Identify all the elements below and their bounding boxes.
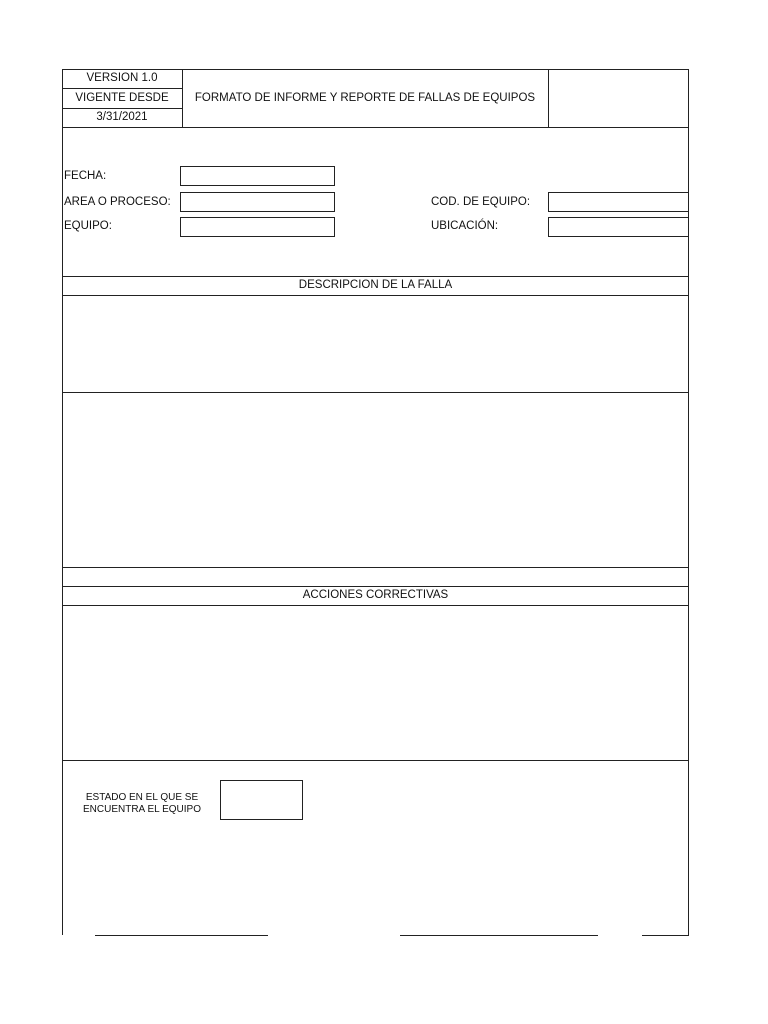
signature-line-2	[400, 935, 598, 936]
ubicacion-label: UBICACIÓN:	[431, 220, 499, 232]
signature-line-1	[95, 935, 268, 936]
estado-field[interactable]	[220, 780, 303, 820]
acciones-header-top	[62, 586, 689, 587]
descripcion-bottom	[62, 567, 689, 568]
acciones-correctivas-input[interactable]	[63, 606, 688, 759]
area-proceso-label: AREA O PROCESO:	[64, 196, 171, 208]
acciones-correctivas-title: ACCIONES CORRECTIVAS	[302, 589, 449, 601]
header-bottom-border	[62, 127, 689, 128]
acciones-bottom	[62, 760, 689, 761]
form-title: FORMATO DE INFORME Y REPORTE DE FALLAS DE EQUIPOS	[194, 92, 536, 104]
version-label: VERSION 1.0	[86, 72, 158, 84]
cod-equipo-field[interactable]	[548, 192, 689, 212]
estado-label: ESTADO EN EL QUE SE ENCUENTRA EL EQUIPO	[83, 792, 201, 815]
equipo-field[interactable]	[180, 217, 335, 237]
header-row-divider-1	[62, 88, 182, 89]
valid-since-label: VIGENTE DESDE	[75, 92, 169, 104]
ubicacion-field[interactable]	[548, 217, 689, 237]
fecha-field[interactable]	[180, 166, 335, 186]
descripcion-falla-title: DESCRIPCION DE LA FALLA	[298, 279, 453, 291]
area-proceso-field[interactable]	[180, 192, 335, 212]
valid-since-date: 3/31/2021	[96, 111, 148, 123]
equipo-label: EQUIPO:	[64, 220, 112, 232]
descripcion-falla-input[interactable]	[63, 296, 688, 392]
fecha-label: FECHA:	[64, 170, 107, 182]
descripcion-falla-input-2[interactable]	[63, 393, 688, 566]
descripcion-header-top	[62, 276, 689, 277]
cod-equipo-label: COD. DE EQUIPO:	[431, 196, 531, 208]
signature-line-3	[642, 935, 689, 936]
header-row-divider-2	[62, 108, 182, 109]
logo-area	[549, 70, 688, 127]
